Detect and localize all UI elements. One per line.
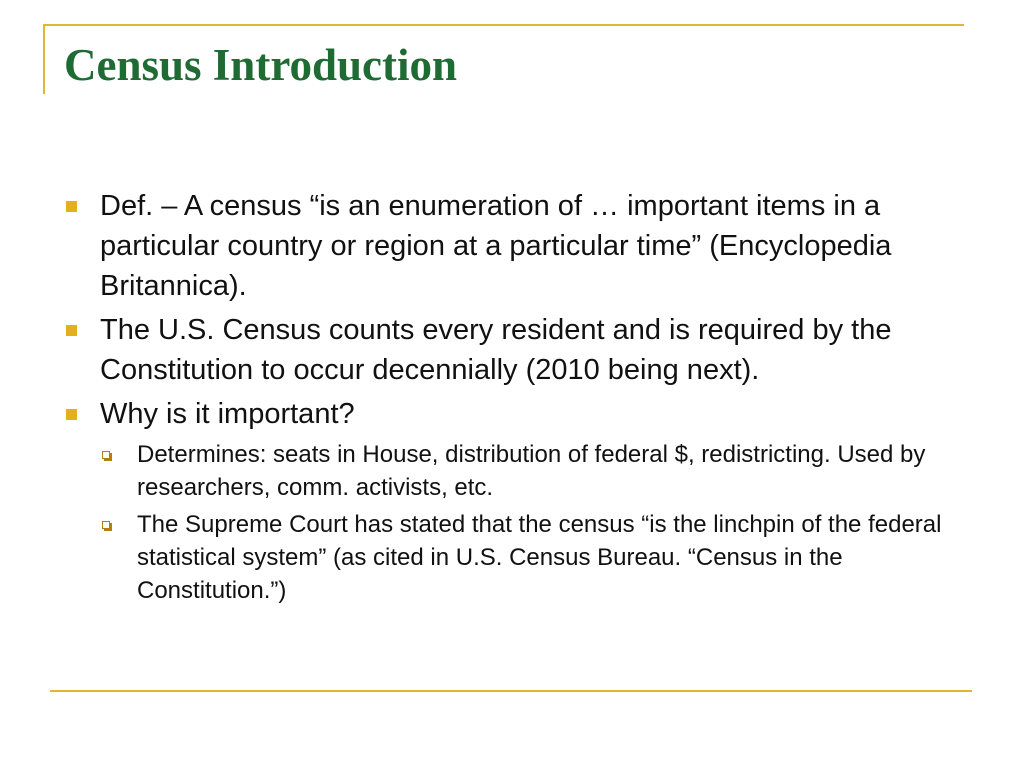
square-bullet-icon	[66, 409, 77, 420]
bullet-text: Def. – A census “is an enumeration of … important items in a particular country or region at a particular time” (Encyclopedia Britannica).	[100, 190, 892, 302]
left-rule-divider	[43, 24, 45, 94]
sub-bullet-text: Determines: seats in House, distribution of federal $, redistricting. Used by researchers, comm. activists, etc.	[137, 441, 926, 501]
sub-bullet-text: The Supreme Court has stated that the census “is the linchpin of the federal statistical system” (as cited in U.S. Census Bureau. “Census in the Constitution.”)	[137, 511, 942, 604]
sub-bullet-item	[100, 438, 962, 504]
hollow-square-bullet-icon	[102, 521, 110, 529]
slide-content	[62, 186, 962, 611]
bullet-item	[62, 394, 962, 434]
sub-bullet-item	[100, 508, 962, 607]
square-bullet-icon	[66, 201, 77, 212]
bullet-item	[62, 310, 962, 390]
slide-title: Census Introduction	[64, 40, 458, 90]
top-rule-divider	[43, 24, 964, 26]
bullet-text: Why is it important?	[100, 398, 355, 430]
bullet-item	[62, 186, 962, 306]
square-bullet-icon	[66, 325, 77, 336]
bullet-text: The U.S. Census counts every resident and is required by the Constitution to occur decennially (2010 being next).	[100, 314, 892, 386]
bottom-rule-divider	[50, 690, 972, 692]
hollow-square-bullet-icon	[102, 451, 110, 459]
